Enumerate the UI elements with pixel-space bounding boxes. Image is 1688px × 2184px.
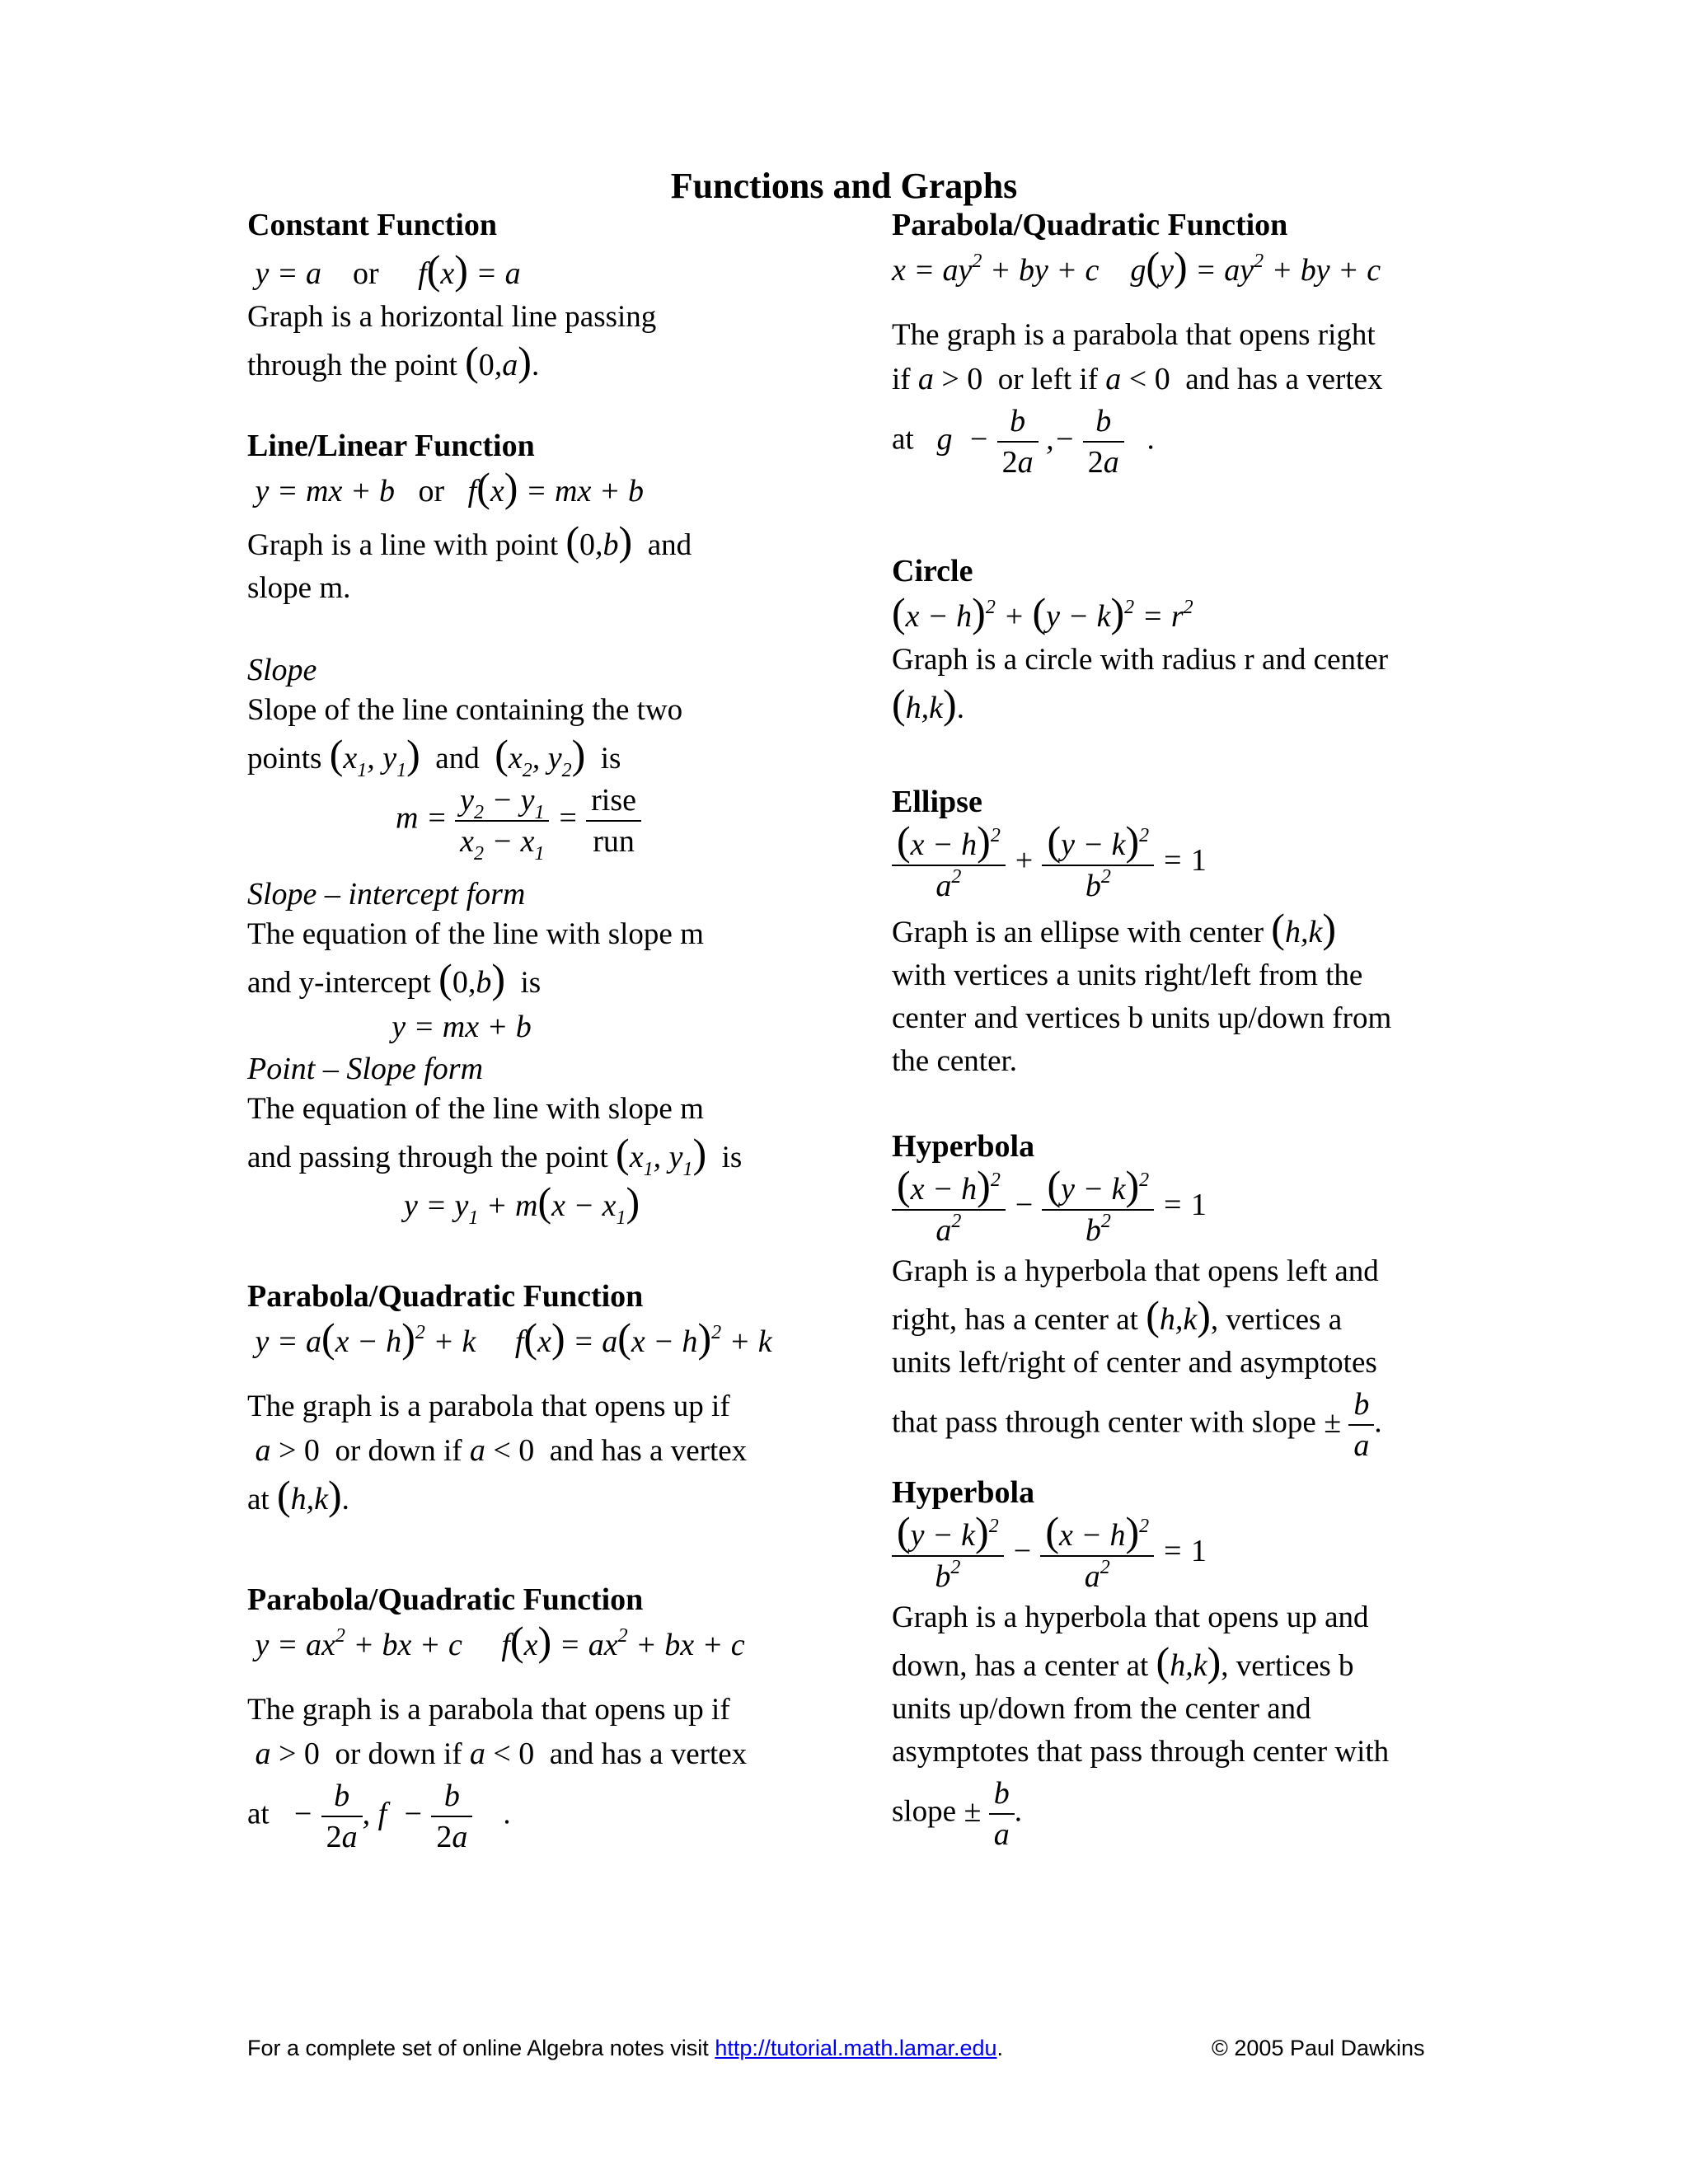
hyperbola-vertical-desc-2: down, has a center at (h,k), vertices b [892, 1638, 1354, 1685]
slope-description: Slope of the line containing the two [247, 693, 683, 727]
copyright: © 2005 Paul Dawkins [1212, 2036, 1425, 2060]
footer-link[interactable]: http://tutorial.math.lamar.edu [715, 2036, 997, 2060]
parabola-vertex-section [247, 1277, 874, 1521]
parabola-sideways-desc: The graph is a parabola that opens right [892, 318, 1376, 352]
parabola-vertex-desc-3: at (h,k). [247, 1472, 349, 1518]
circle-section [892, 552, 1469, 730]
parabola-standard-desc: The graph is a parabola that opens up if [247, 1693, 730, 1727]
ellipse-desc-3: center and vertices b units up/down from [892, 1001, 1392, 1035]
hyperbola-horizontal-desc-3: units left/right of center and asymptotes [892, 1346, 1377, 1380]
parabola-vertex-desc: The graph is a parabola that opens up if [247, 1390, 730, 1423]
constant-description: Graph is a horizontal line passing through the point (0,a). [247, 300, 657, 384]
ellipse-desc: Graph is an ellipse with center (h,k) [892, 905, 1336, 951]
slope-intercept-desc: The equation of the line with slope m [247, 917, 704, 951]
circle-heading: Circle [892, 554, 973, 588]
linear-description-2: slope m. [247, 571, 351, 605]
slope-points: points ($x_1$, $y_1$) and ($x_2$, $y_2$) is [247, 731, 621, 781]
point-slope-section [247, 1050, 874, 1228]
linear-heading: Line/Linear Function [247, 429, 535, 463]
slope-section [247, 651, 874, 865]
parabola-sideways-equation: $x = ay^2$ + by + c $g(y) = ay^2$ + by + c [892, 243, 1381, 289]
ellipse-heading: Ellipse [892, 785, 982, 819]
linear-equation: y = mx + b or f(x) = mx + b [247, 464, 644, 510]
parabola-sideways-desc-2: if a > 0 or left if a < 0 and has a vertex [892, 362, 1383, 396]
parabola-standard-section [247, 1581, 874, 1857]
slope-intercept-section [247, 875, 874, 1049]
hyperbola-horizontal-heading: Hyperbola [892, 1129, 1035, 1164]
linear-function-section [247, 427, 874, 610]
constant-heading: Constant Function [247, 208, 497, 242]
hyperbola-vertical-equation: $\frac{(y - k)^2}{b^2}$ − $\frac{(x - h)^2}{a^2}$ = 1 [892, 1511, 1469, 1596]
parabola-sideways-vertex: at g − $\frac{b}{2a}$ ,− $\frac{b}{2a}$ . [892, 401, 1469, 482]
point-slope-desc-2: and passing through the point ($x_1$, $y_1$) is [247, 1130, 743, 1180]
point-slope-desc: The equation of the line with slope m [247, 1092, 704, 1126]
constant-function-section [247, 206, 874, 387]
hyperbola-vertical-desc-4: asymptotes that pass through center with [892, 1735, 1390, 1769]
parabola-vertex-desc-2: a > 0 or down if a < 0 and has a vertex [247, 1433, 748, 1468]
parabola-vertex-heading: Parabola/Quadratic Function [247, 1279, 644, 1314]
parabola-vertex-equation: $y = a(x - h)^2 + k$ $f(x) = a(x - h)^2 + k$ [247, 1315, 772, 1361]
circle-center: (h,k). [892, 681, 964, 727]
hyperbola-horizontal-desc-4: that pass through center with slope ± $\frac{b}{a}$ . [892, 1385, 1469, 1465]
hyperbola-vertical-desc-3: units up/down from the center and [892, 1692, 1311, 1726]
hyperbola-vertical-heading: Hyperbola [892, 1475, 1035, 1510]
hyperbola-vertical-desc-5: slope ± $\frac{b}{a}$ . [892, 1774, 1469, 1854]
page-title: Functions and Graphs [670, 166, 1018, 206]
hyperbola-vertical-desc: Graph is a hyperbola that opens up and [892, 1601, 1369, 1634]
parabola-sideways-section [892, 206, 1469, 482]
hyperbola-horizontal-section [892, 1127, 1469, 1465]
ellipse-desc-4: the center. [892, 1044, 1018, 1078]
hyperbola-horizontal-desc: Graph is a hyperbola that opens left and [892, 1254, 1379, 1288]
hyperbola-vertical-section [892, 1474, 1469, 1854]
slope-intercept-heading: Slope – intercept form [247, 877, 526, 912]
footer-note: For a complete set of online Algebra notes visit http://tutorial.math.lamar.edu. [247, 2036, 1004, 2060]
parabola-standard-heading: Parabola/Quadratic Function [247, 1582, 644, 1617]
ellipse-equation: $\frac{(x - h)^2}{a^2}$ + $\frac{(y - k)^2}{b^2}$ = 1 [892, 821, 1469, 906]
point-slope-equation: $y = y_1 + m(x - x_1)$ [404, 1179, 640, 1229]
parabola-standard-vertex: at − $\frac{b}{2a}$ , f − $\frac{b}{2a}$ . [247, 1776, 874, 1857]
constant-equation: y = a or f(x) = a [247, 246, 521, 293]
ellipse-section [892, 783, 1469, 1083]
parabola-standard-equation: $y = ax^2$ + bx + c $f(x) = ax^2$ + bx + c [247, 1618, 745, 1664]
parabola-standard-desc-2: a > 0 or down if a < 0 and has a vertex [247, 1736, 748, 1771]
circle-desc: Graph is a circle with radius r and center [892, 643, 1389, 677]
hyperbola-horizontal-equation: $\frac{(x - h)^2}{a^2}$ − $\frac{(y - k)^2}{b^2}$ = 1 [892, 1165, 1469, 1250]
circle-equation: $(x - h)^2 + (y - k)^2 = r^2$ [892, 589, 1193, 635]
slope-intercept-equation: y = mx + b [392, 1010, 532, 1044]
ellipse-desc-2: with vertices a units right/left from the [892, 958, 1363, 992]
slope-heading: Slope [247, 653, 317, 687]
slope-intercept-desc-2: and y-intercept (0,b) is [247, 955, 542, 1001]
slope-formula: m = $\frac{y_2 - y_1}{x_2 - x_1}$ = $\frac{\text{rise}}{\text{run}}$ [396, 780, 874, 861]
parabola-sideways-heading: Parabola/Quadratic Function [892, 208, 1288, 242]
or-text: or [353, 256, 379, 291]
linear-description: Graph is a line with point (0,b) and [247, 518, 692, 564]
point-slope-heading: Point – Slope form [247, 1052, 484, 1086]
hyperbola-horizontal-desc-2: right, has a center at (h,k), vertices a [892, 1292, 1343, 1338]
